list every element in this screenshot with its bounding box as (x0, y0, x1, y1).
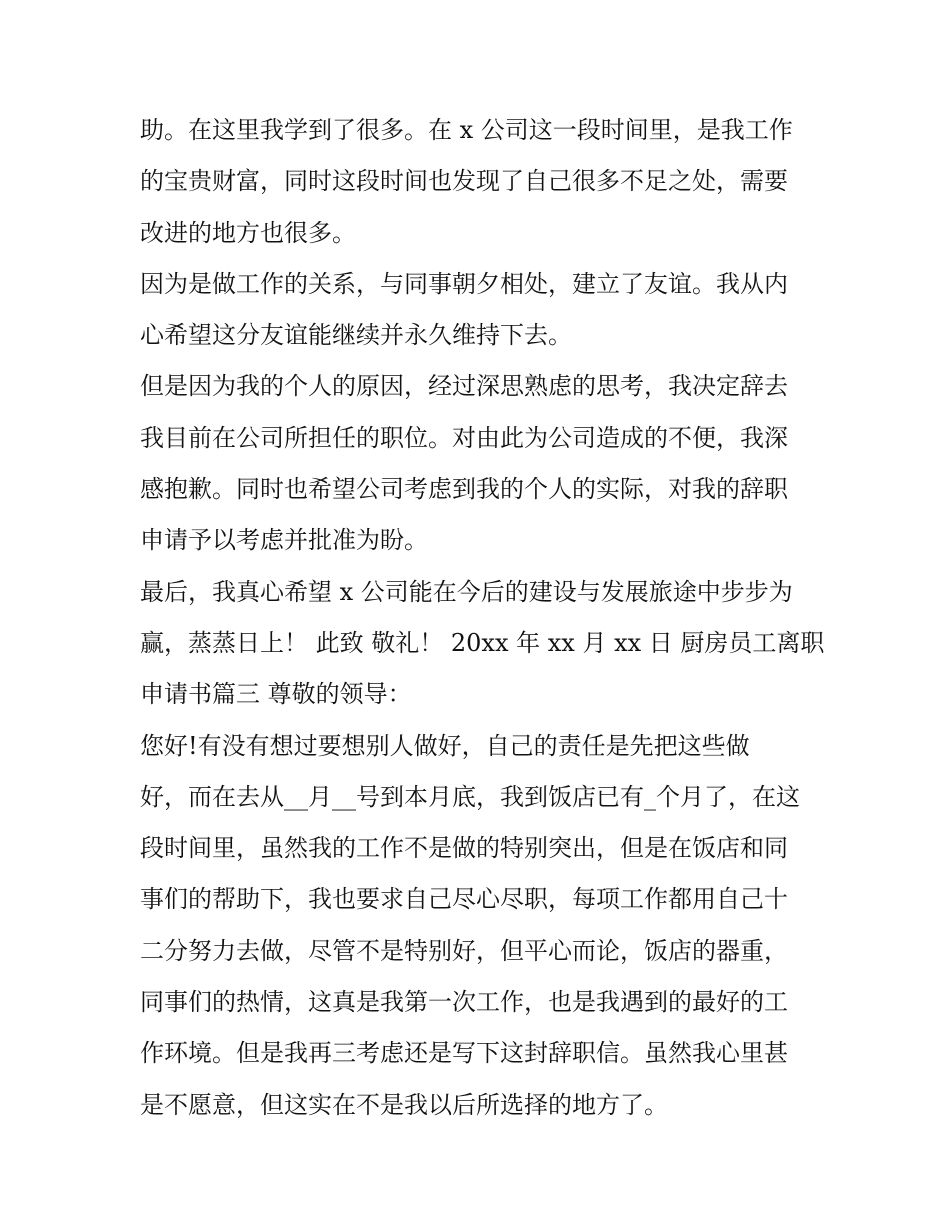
text-line: 二分努力去做，尽管不是特别好，但平心而论，饭店的器重， (140, 936, 788, 965)
text-line: 申请书篇三 尊敬的领导： (140, 680, 412, 709)
text-line: 因为是做工作的关系，与同事朝夕相处，建立了友谊。我从内 (140, 269, 788, 298)
text-line: 是不愿意，但这实在不是我以后所选择的地方了。 (140, 1090, 668, 1119)
text-line: 最后，我真心希望 x 公司能在今后的建设与发展旅途中步步为 (140, 577, 793, 606)
text-line: 事们的帮助下，我也要求自己尽心尽职，每项工作都用自己十 (140, 885, 788, 914)
body-text (140, 105, 825, 1131)
text-line: 赢，蒸蒸日上！ 此致 敬礼！ 20xx 年 xx 月 xx 日 厨房员工离职 (140, 628, 825, 657)
text-line: 同事们的热情，这真是我第一次工作，也是我遇到的最好的工 (140, 988, 788, 1017)
text-line: 我目前在公司所担任的职位。对由此为公司造成的不便，我深 (140, 423, 788, 452)
text-line: 助。在这里我学到了很多。在 x 公司这一段时间里，是我工作 (140, 116, 793, 144)
text-line: 改进的地方也很多。 (140, 218, 356, 247)
text-line: 您好!有没有想过要想别人做好，自己的责任是先把这些做 (140, 731, 750, 760)
text-line: 但是因为我的个人的原因，经过深思熟虑的思考，我决定辞去 (140, 372, 788, 401)
text-line: 感抱歉。同时也希望公司考虑到我的个人的实际，对我的辞职 (140, 475, 788, 504)
text-line: 的宝贵财富，同时这段时间也发现了自己很多不足之处，需要 (140, 167, 788, 196)
text-line: 好，而在去从__月__号到本月底，我到饭店已有_个月了，在这 (140, 782, 800, 811)
text-line: 申请予以考虑并批准为盼。 (140, 526, 428, 555)
text-line: 心希望这分友谊能继续并永久维持下去。 (140, 321, 572, 350)
text-line: 段时间里，虽然我的工作不是做的特别突出，但是在饭店和同 (140, 834, 788, 863)
text-line: 作环境。但是我再三考虑还是写下这封辞职信。虽然我心里甚 (140, 1039, 788, 1068)
